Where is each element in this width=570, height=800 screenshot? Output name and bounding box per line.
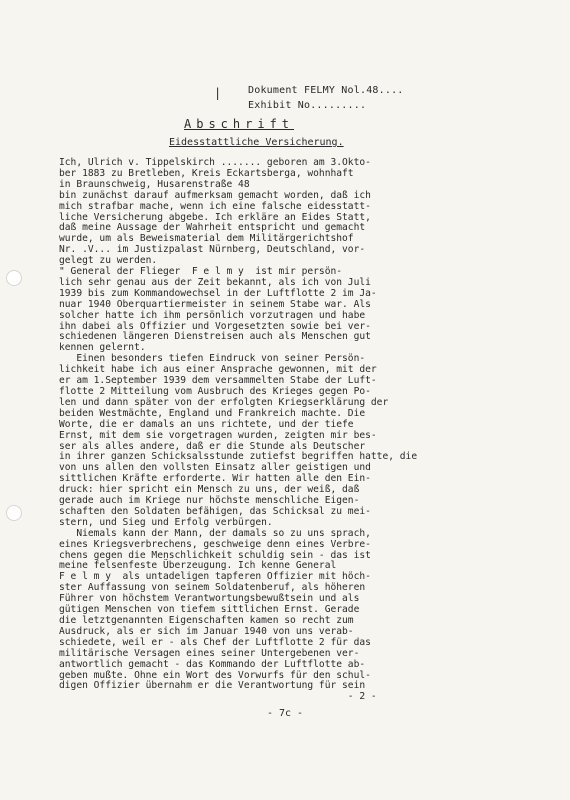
- text-line: kennen gelernt.: [59, 342, 146, 354]
- paragraph-declaration: [59, 158, 554, 267]
- text-line: beiden Westmächte, England und Frankreich machte. Die: [59, 407, 366, 419]
- document-title: Abschrift: [184, 117, 295, 131]
- text-line: chens gegen die Menschlichkeit schuldig sein - das ist: [59, 549, 371, 561]
- text-line: in ihrer ganzen Schicksalsstunde zutiefst begriffen hatte, die: [59, 451, 418, 463]
- text-line: ber 1883 zu Bretleben, Kreis Eckartsberga, wohnhaft: [59, 167, 354, 179]
- text-line: lichkeit habe ich aus einer Ansprache gewonnen, mit der: [59, 364, 377, 376]
- tick-mark: |: [214, 86, 222, 100]
- punch-hole-bottom: [6, 505, 22, 521]
- text-line: " General der Flieger F e l m y ist mir persön-: [59, 266, 343, 277]
- text-line: druck: hier spricht ein Mensch zu uns, der weiß, daß: [59, 484, 360, 496]
- page-footer: - 7c -: [266, 708, 304, 719]
- text-line: schiedete, weil er - als Chef der Luftflotte 2 für das: [59, 636, 371, 648]
- text-line: solcher hatte ich ihm persönlich vorzutragen und habe: [59, 309, 366, 321]
- text-line: von uns allen den vollsten Einsatz aller geistigen und: [59, 462, 371, 474]
- text-line: schaften den Soldaten befähigen, das Schicksal zu mei-: [59, 505, 371, 517]
- paragraph-testimony: [59, 267, 554, 703]
- text-line: gütigen Menschen von tiefem sittlichen Ernst. Gerade: [59, 604, 360, 616]
- text-line: ster Auffassung von seinem Soldatenberuf, als höheren: [59, 582, 366, 594]
- text-line: in Braunschweig, Husarenstraße 48: [59, 178, 250, 190]
- text-line: Worte, die er damals an uns richtete, und der tiefe: [59, 418, 354, 430]
- text-line: wurde, um als Beweismaterial dem Militärgerichtshof: [59, 233, 354, 245]
- text-line: liche Versicherung abgebe. Ich erkläre an Eides Statt,: [59, 211, 371, 223]
- text-line: eines Kriegsverbrechens, geschweige denn eines Verbre-: [59, 538, 371, 550]
- text-line: daß meine Aussage der Wahrheit entspricht und gemacht: [59, 222, 366, 234]
- document-number: Dokument FELMY Nol.48....: [248, 85, 404, 96]
- text-line: - 2 -: [59, 691, 377, 703]
- text-line: Einen besonders tiefen Eindruck von seiner Persön-: [59, 353, 366, 365]
- text-line: die letztgenannten Eigenschaften kamen so recht zum: [59, 615, 354, 626]
- text-line: ihn dabei als Offizier und Vorgesetzten sowie bei ver-: [59, 320, 371, 332]
- text-line: sittlichen Kräfte erforderte. Wir hatten alle den Ein-: [59, 473, 371, 485]
- text-line: Niemals kann der Mann, der damals so zu uns sprach,: [59, 527, 371, 539]
- text-line: militärische Versagen eines seiner Untergebenen ver-: [59, 647, 360, 659]
- text-line: stern, und Sieg und Erfolg verbürgen.: [59, 516, 273, 528]
- text-line: ser als alles andere, daß er die Stunde als Deutscher: [59, 440, 366, 452]
- text-line: 1939 bis zum Kommandowechsel in der Luftflotte 2 im Ja-: [59, 287, 377, 299]
- text-line: digen Offizier übernahm er die Verantwortung für sein: [59, 680, 366, 692]
- text-line: Ernst, mit dem sie vorgetragen wurden, zeigten mir bes-: [59, 429, 377, 441]
- exhibit-number: Exhibit No.........: [248, 100, 367, 111]
- text-line: lich sehr genau aus der Zeit bekannt, als ich von Juli: [59, 276, 371, 288]
- text-line: schiedenen längeren Dienstreisen auch als Menschen gut: [59, 331, 371, 343]
- text-line: antwortlich gemacht - das Kommando der Luftflotte ab-: [59, 658, 366, 670]
- text-line: meine felsenfeste Überzeugung. Ich kenne General: [59, 560, 337, 572]
- text-line: nuar 1940 Oberquartiermeister in seinem Stabe war. Als: [59, 298, 371, 310]
- text-line: Nr. .V... im Justizpalast Nürnberg, Deutschland, vor-: [59, 244, 366, 256]
- text-line: gerade auch im Kriege nur höchste menschliche Eigen-: [59, 495, 360, 507]
- text-line: geben mußte. Ohne ein Wort des Vorwurfs für den schul-: [59, 669, 371, 681]
- text-line: Ich, Ulrich v. Tippelskirch ....... geboren am 3.Okto-: [59, 157, 371, 168]
- text-line: F e l m y als untadeligen tapferen Offizier mit höch-: [59, 571, 371, 583]
- document-subtitle: Eidesstattliche Versicherung.: [169, 137, 344, 148]
- text-line: gelegt zu werden.: [59, 255, 158, 267]
- text-line: Führer von höchstem Verantwortungsbewußtsein und als: [59, 593, 360, 605]
- text-line: flotte 2 Mitteilung vom Ausbruch des Krieges gegen Po-: [59, 385, 371, 397]
- text-line: Ausdruck, als er sich im Januar 1940 von uns verab-: [59, 625, 354, 637]
- text-line: er am 1.September 1939 dem versammelten Stabe der Luft-: [59, 375, 377, 387]
- text-line: mich strafbar mache, wenn ich eine falsche eidesstatt-: [59, 200, 371, 212]
- text-line: bin zunächst darauf aufmerksam gemacht worden, daß ich: [59, 189, 371, 201]
- punch-hole-top: [6, 270, 22, 286]
- text-line: len und dann später von der erfolgten Kriegserklärung der: [59, 396, 389, 408]
